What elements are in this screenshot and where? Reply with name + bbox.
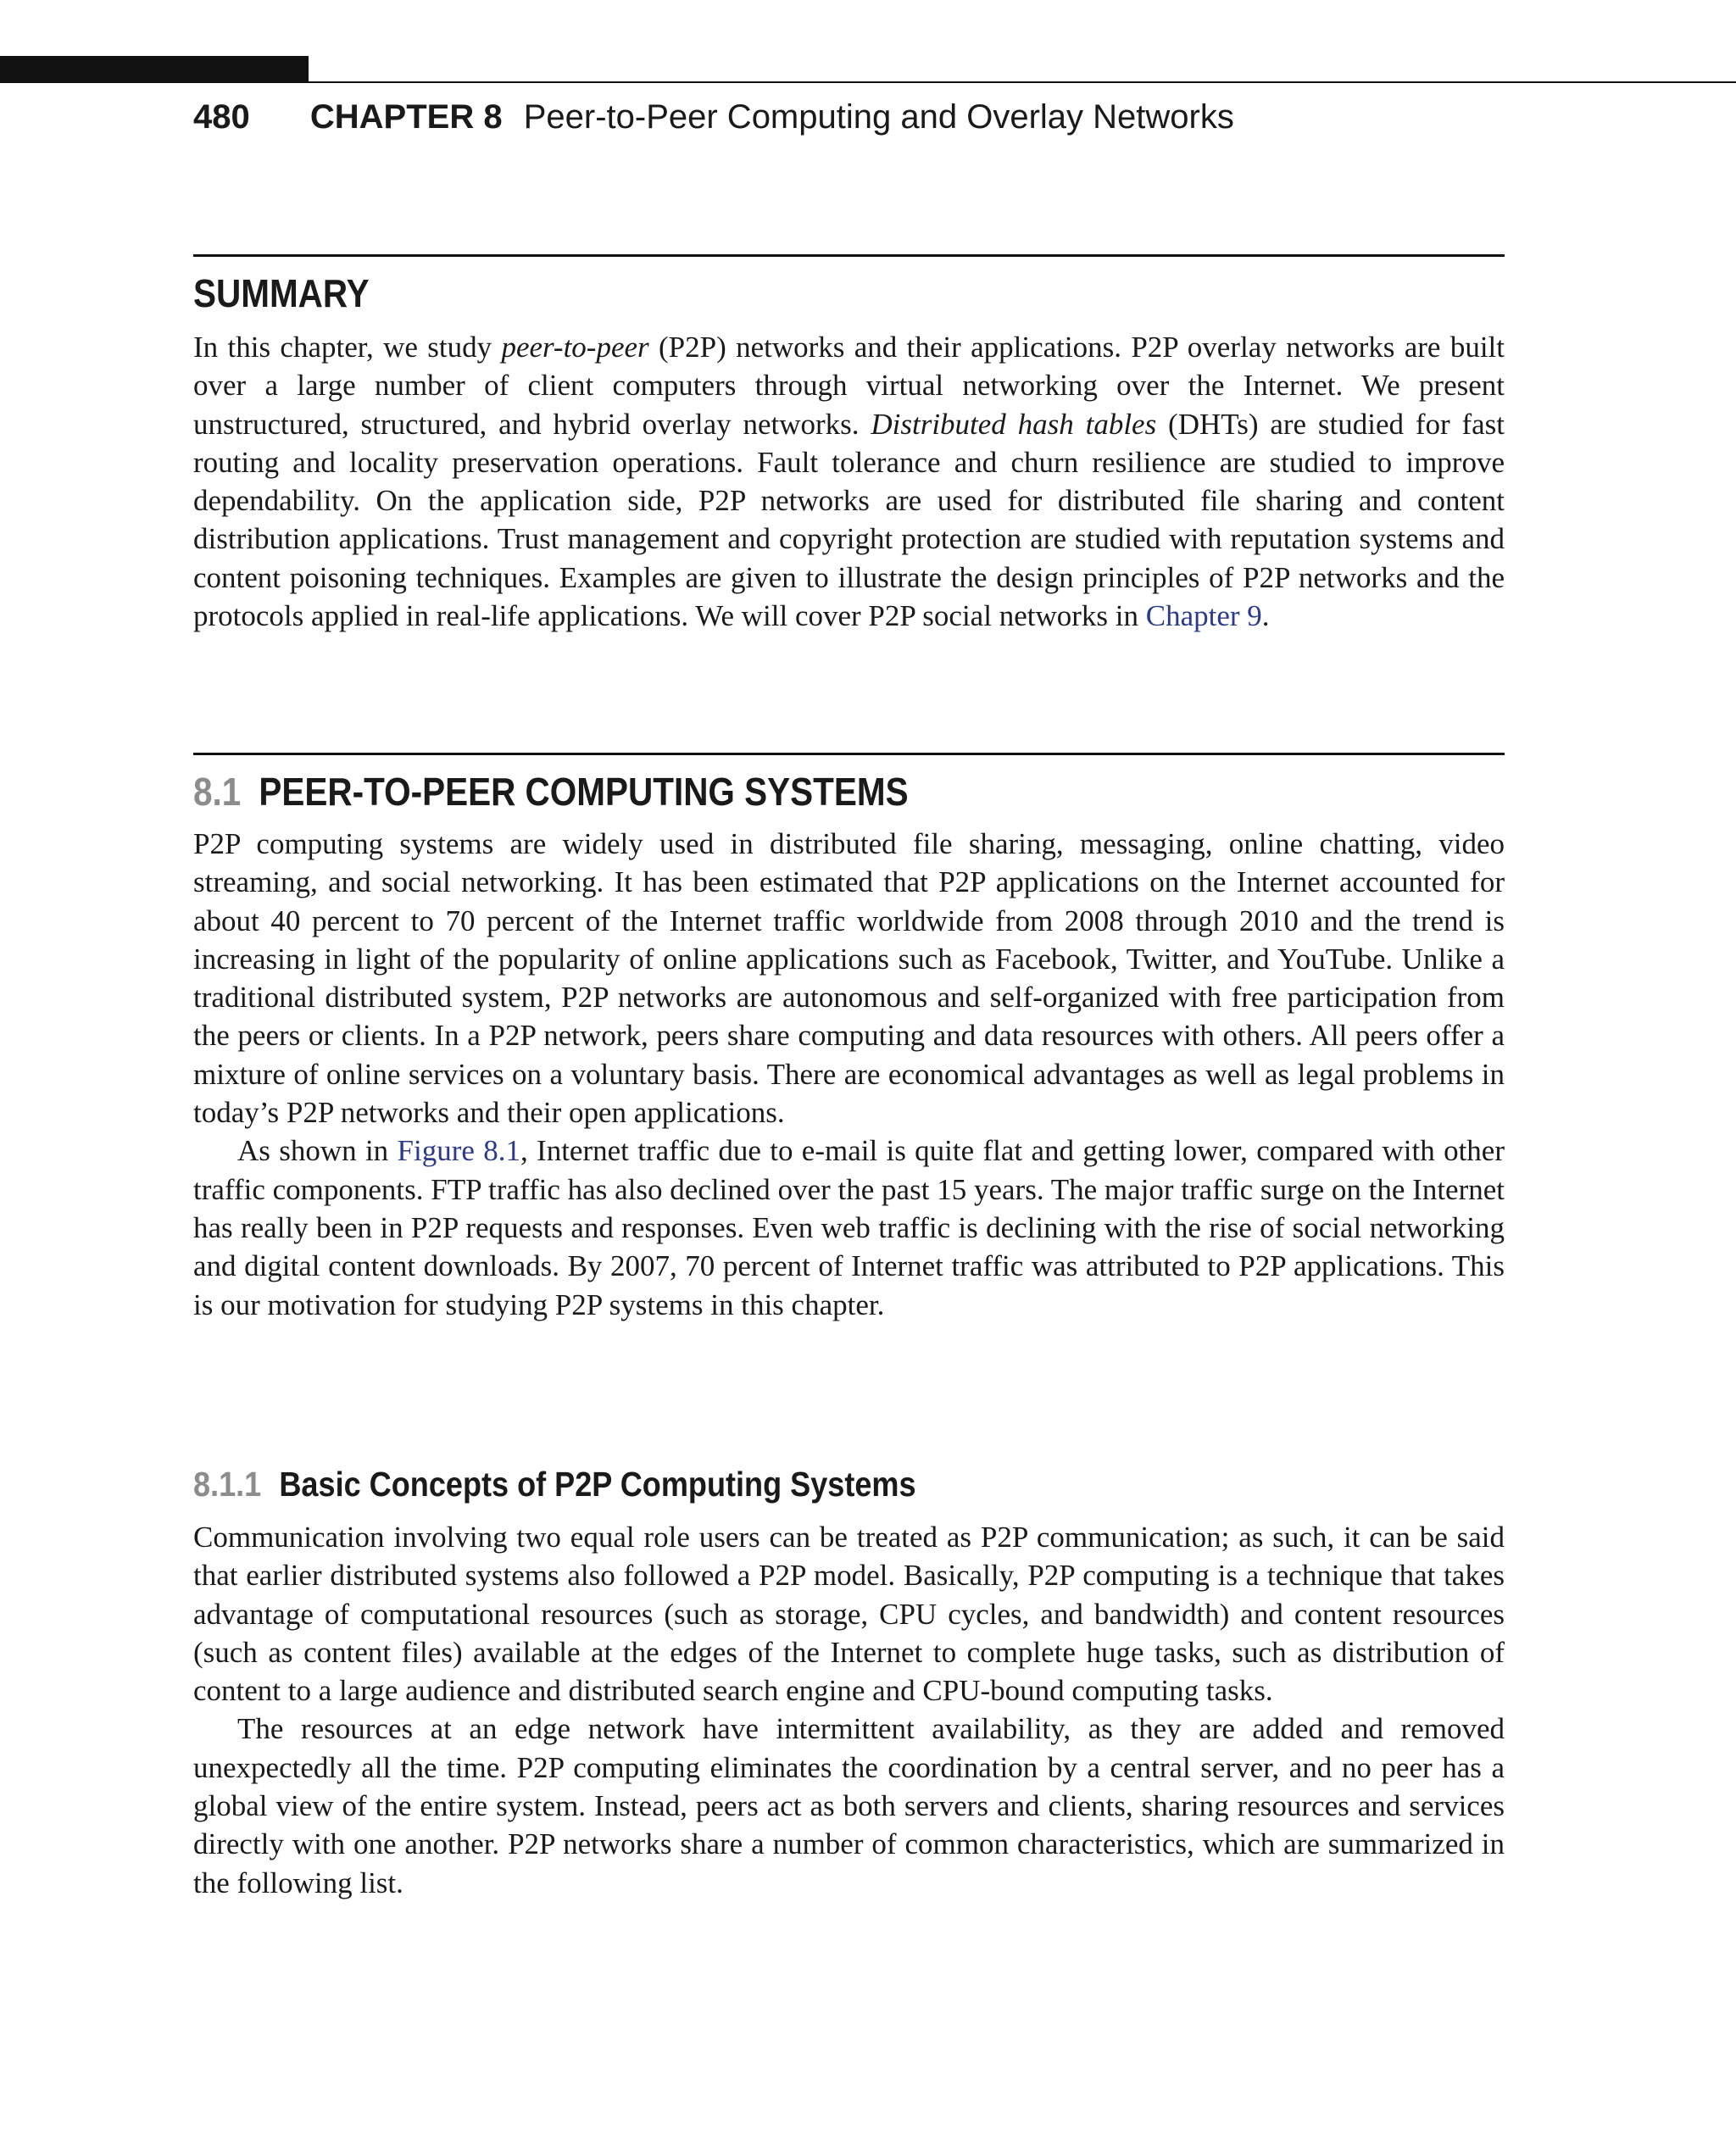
section-8-1-number: 8.1: [193, 770, 242, 814]
summary-heading: [193, 270, 370, 317]
summary-text-1: In this chapter, we study: [193, 331, 502, 364]
summary-rule: [193, 254, 1505, 257]
header-bar-block: [0, 56, 309, 83]
chapter-title: Peer-to-Peer Computing and Overlay Networks: [523, 98, 1234, 136]
figure-8-1-link[interactable]: Figure 8.1: [397, 1134, 520, 1168]
header-rule: [309, 81, 1736, 83]
running-header: [193, 95, 1234, 139]
summary-emphasis-dht: Distributed hash tables: [871, 407, 1157, 441]
section-8-1-p2-text-1: As shown in: [237, 1134, 398, 1168]
summary-paragraph: [193, 328, 1505, 635]
section-8-1-1-heading: [193, 1463, 916, 1505]
section-8-1-paragraph-1: P2P computing systems are widely used in distributed file sharing, messaging, online chatting, video streaming, and social networking. It has been estimated that P2P applications on the Internet accounted for about 40 percent to 70 percent of the Internet traffic worldwide from 2008 through 2010 and the trend is increasing in light of the popularity of online applications such as Facebook, Twitter, and YouTube. Unlike a traditional distributed system, P2P networks are autonomous and self-organized with free participation from the peers or clients. In a P2P network, peers share computing and data resources with others. All peers offer a mixture of online services on a voluntary basis. There are economical advantages as well as legal problems in today’s P2P networks and their open applications.: [193, 827, 1505, 1130]
section-8-1-1-paragraph-1: Communication involving two equal role users can be treated as P2P communication; as such, it can be said that earlier distributed systems also followed a P2P model. Basically, P2P computing is a technique that takes advantage of computational resources (such as storage, CPU cycles, and bandwidth) and content resources (such as content files) available at the edges of the Internet to complete huge tasks, such as distribution of content to a large audience and distributed search engine and CPU-bound computing tasks.: [193, 1521, 1505, 1708]
summary-heading-text: SUMMARY: [193, 271, 370, 315]
section-8-1-heading: [193, 768, 909, 815]
page-number: 480: [193, 98, 250, 136]
summary-text-2: (P2P) networks and their applications. P2P overlay networks are built over a large number of client computers through virtual networking over the Internet. We present unstructured, structured, and hybrid overlay networks.: [193, 331, 1505, 441]
section-8-1-p2-text-2: , Internet traffic due to e-mail is quite flat and getting lower, compared with other traffic components. FTP traffic has also declined over the past 15 years. The major traffic surge on the Internet has really been in P2P requests and responses. Even web traffic is declining with the rise of social networking and digital content downloads. By 2007, 70 percent of Internet traffic was attributed to P2P applications. This is our motivation for studying P2P systems in this chapter.: [193, 1134, 1505, 1321]
summary-text-4: .: [1261, 599, 1270, 633]
section-8-1-body: [193, 825, 1505, 1324]
summary-body: [193, 328, 1505, 635]
chapter-9-link[interactable]: Chapter 9: [1145, 599, 1262, 633]
section-8-1-paragraph-2: [193, 1132, 1505, 1323]
section-8-1-rule: [193, 753, 1505, 755]
summary-text-3: (DHTs) are studied for fast routing and locality preservation operations. Fault tolerance and churn resilience are studied to improve dependability. On the application side, P2P networks are used for distributed file sharing and content distribution applications. Trust management and copyright protection are studied with reputation systems and content poisoning techniques. Examples are given to illustrate the design principles of P2P networks and the protocols applied in real-life applications. We will cover P2P social networks in: [193, 407, 1505, 633]
summary-emphasis-p2p: peer-to-peer: [501, 331, 649, 364]
section-8-1-1-paragraph-2: The resources at an edge network have intermittent availability, as they are added and removed unexpectedly all the time. P2P computing eliminates the coordination by a central server, and no peer has a global view of the entire system. Instead, peers act as both servers and clients, sharing resources and services directly with one another. P2P networks share a number of common characteristics, which are summarized in the following list.: [193, 1712, 1505, 1899]
section-8-1-title: PEER-TO-PEER COMPUTING SYSTEMS: [259, 770, 909, 814]
section-8-1-1-number: 8.1.1: [193, 1465, 262, 1504]
section-8-1-1-title: Basic Concepts of P2P Computing Systems: [279, 1465, 916, 1504]
section-8-1-1-body: [193, 1518, 1505, 1902]
chapter-label: CHAPTER 8: [309, 98, 503, 136]
